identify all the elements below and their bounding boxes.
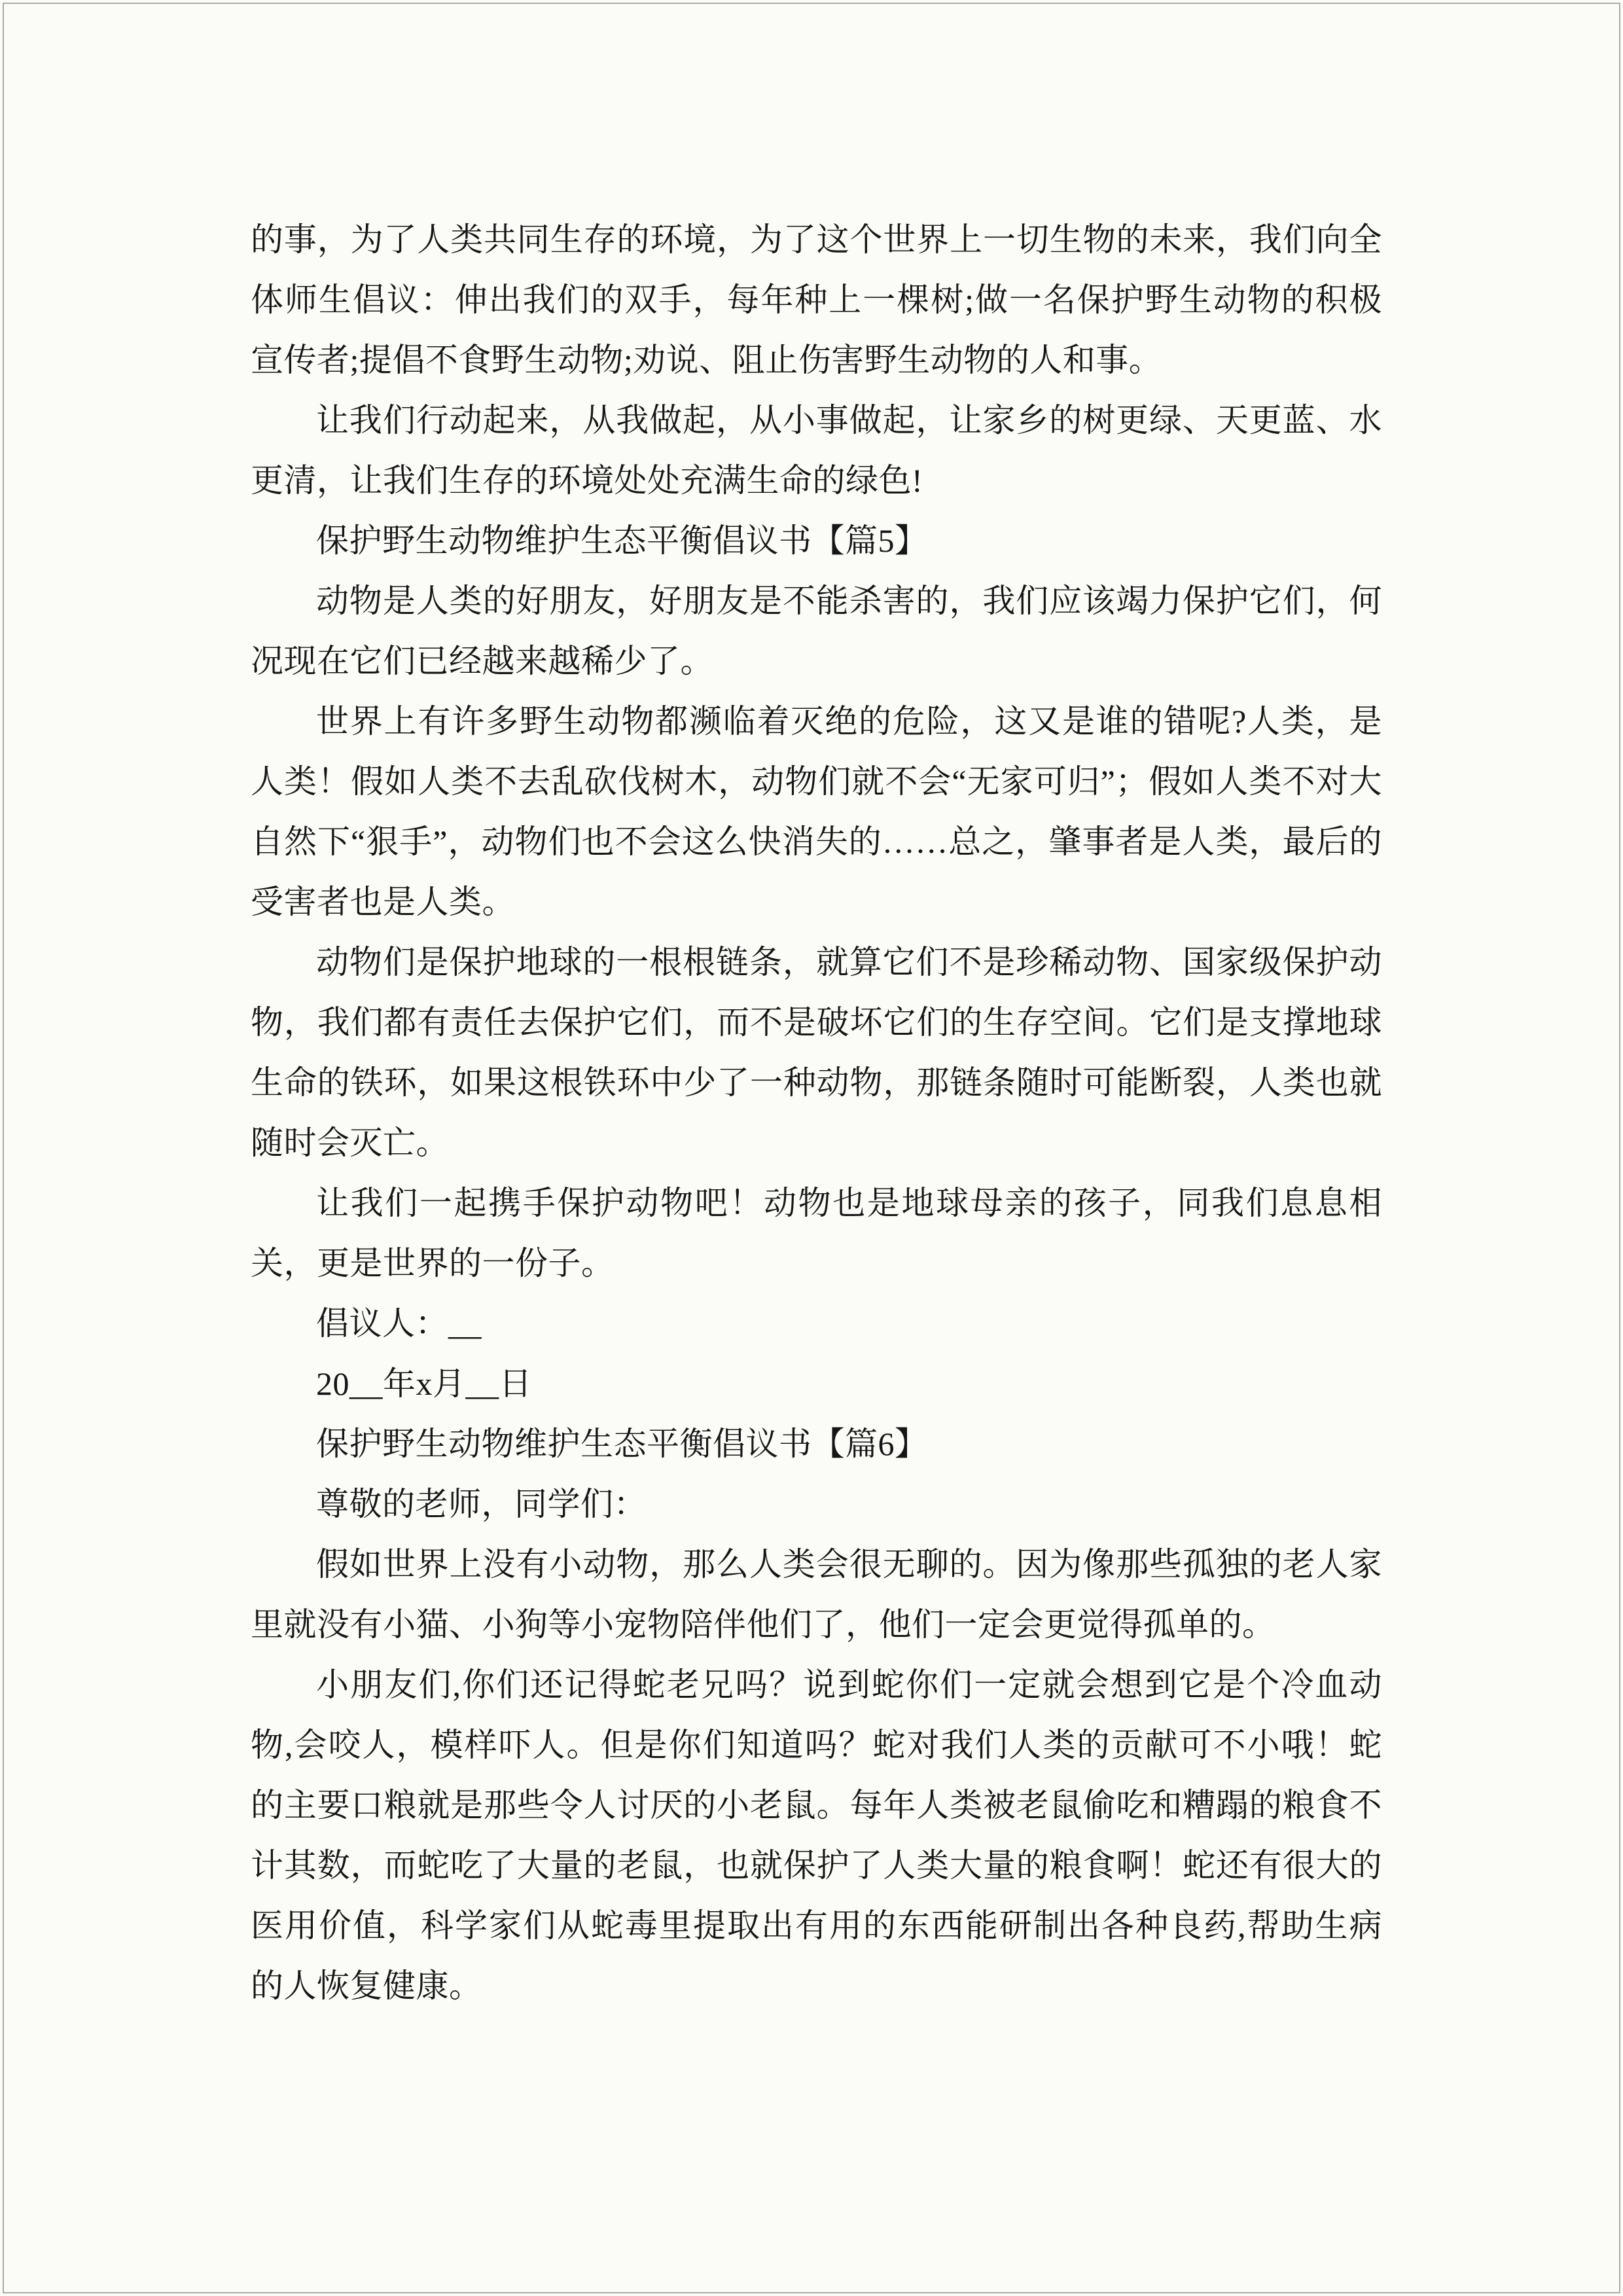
paragraph: 让我们行动起来，从我做起，从小事做起，让家乡的树更绿、天更蓝、水更清，让我们生存的环境处处充满生命的绿色! bbox=[251, 402, 1382, 499]
paragraph: 让我们一起携手保护动物吧！动物也是地球母亲的孩子，同我们息息相关，更是世界的一份子。 bbox=[251, 1185, 1382, 1282]
section-heading: 保护野生动物维护生态平衡倡议书【篇5】 bbox=[316, 522, 928, 559]
paragraph: 动物是人类的好朋友，好朋友是不能杀害的，我们应该竭力保护它们，何况现在它们已经越来越稀少了。 bbox=[251, 583, 1382, 679]
document-content bbox=[251, 209, 1382, 2016]
salutation: 尊敬的老师，同学们： bbox=[316, 1486, 647, 1522]
signature-line: 倡议人：__ bbox=[316, 1305, 482, 1342]
paragraph-continued: 的事，为了人类共同生存的环境，为了这个世界上一切生物的未来，我们向全体师生倡议：伸出我们的双手，每年种上一棵树;做一名保护野生动物的积极宣传者;提倡不食野生动物;劝说、阻止伤害野生动物的人和事。 bbox=[251, 221, 1382, 378]
paragraph: 假如世界上没有小动物，那么人类会很无聊的。因为像那些孤独的老人家里就没有小猫、小狗等小宠物陪伴他们了，他们一定会更觉得孤单的。 bbox=[251, 1546, 1382, 1643]
paragraph: 动物们是保护地球的一根根链条，就算它们不是珍稀动物、国家级保护动物，我们都有责任去保护它们，而不是破坏它们的生存空间。它们是支撑地球生命的铁环，如果这根铁环中少了一种动物，那链条随时可能断裂，人类也就随时会灭亡。 bbox=[251, 944, 1382, 1161]
paragraph: 小朋友们,你们还记得蛇老兄吗？说到蛇你们一定就会想到它是个冷血动物,会咬人，模样吓人。但是你们知道吗？蛇对我们人类的贡献可不小哦！蛇的主要口粮就是那些令人讨厌的小老鼠。每年人类被老鼠偷吃和糟蹋的粮食不计其数，而蛇吃了大量的老鼠，也就保护了人类大量的粮食啊！蛇还有很大的医用价值，科学家们从蛇毒里提取出有用的东西能研制出各种良药,帮助生病的人恢复健康。 bbox=[251, 1666, 1382, 2004]
section-heading: 保护野生动物维护生态平衡倡议书【篇6】 bbox=[316, 1426, 928, 1462]
paragraph: 世界上有许多野生动物都濒临着灭绝的危险，这又是谁的错呢?人类，是人类！假如人类不去乱砍伐树木，动物们就不会“无家可归”；假如人类不对大自然下“狠手”，动物们也不会这么快消失的……总之，肇事者是人类，最后的受害者也是人类。 bbox=[251, 703, 1382, 920]
date-line: 20__年x月__日 bbox=[316, 1365, 532, 1402]
